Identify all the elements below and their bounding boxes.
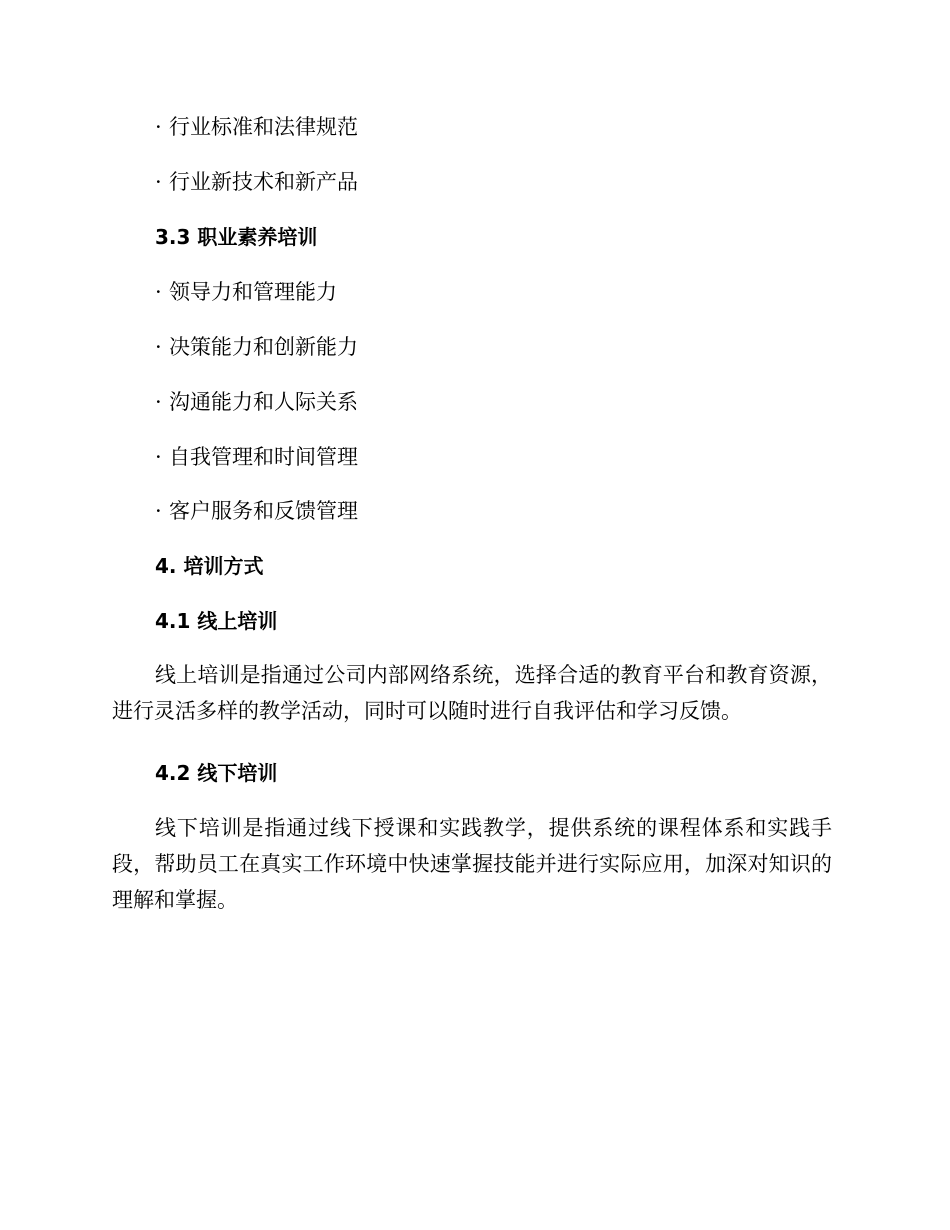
bullet-dot: ·	[155, 499, 162, 523]
bullet-item	[155, 333, 358, 361]
bullet-text: 行业标准和法律规范	[169, 115, 358, 139]
bullet-item	[155, 168, 358, 196]
paragraph-4-2: 线下培训是指通过线下授课和实践教学，提供系统的课程体系和实践手段，帮助员工在真实工作环境中快速掌握技能并进行实际应用，加深对知识的理解和掌握。	[112, 816, 832, 912]
bullet-text: 沟通能力和人际关系	[169, 390, 358, 414]
bullet-text: 领导力和管理能力	[169, 280, 337, 304]
bullet-dot: ·	[155, 280, 162, 304]
bullet-dot: ·	[155, 445, 162, 469]
bullet-item	[155, 278, 337, 306]
bullet-dot: ·	[155, 335, 162, 359]
section-heading-3-3: 3.3 职业素养培训	[155, 225, 318, 249]
bullet-dot: ·	[155, 115, 162, 139]
bullet-item	[155, 497, 358, 525]
bullet-text: 自我管理和时间管理	[169, 445, 358, 469]
bullet-item	[155, 443, 358, 471]
section-heading-4-2: 4.2 线下培训	[155, 761, 278, 785]
bullet-text: 决策能力和创新能力	[169, 335, 358, 359]
section-heading-4-1: 4.1 线上培训	[155, 609, 278, 633]
bullet-dot: ·	[155, 170, 162, 194]
section-heading-4: 4. 培训方式	[155, 554, 264, 578]
bullet-item	[155, 388, 358, 416]
bullet-text: 客户服务和反馈管理	[169, 499, 358, 523]
bullet-item	[155, 113, 358, 141]
bullet-dot: ·	[155, 390, 162, 414]
paragraph-4-1: 线上培训是指通过公司内部网络系统，选择合适的教育平台和教育资源，进行灵活多样的教学活动，同时可以随时进行自我评估和学习反馈。	[112, 663, 832, 723]
bullet-text: 行业新技术和新产品	[169, 170, 358, 194]
